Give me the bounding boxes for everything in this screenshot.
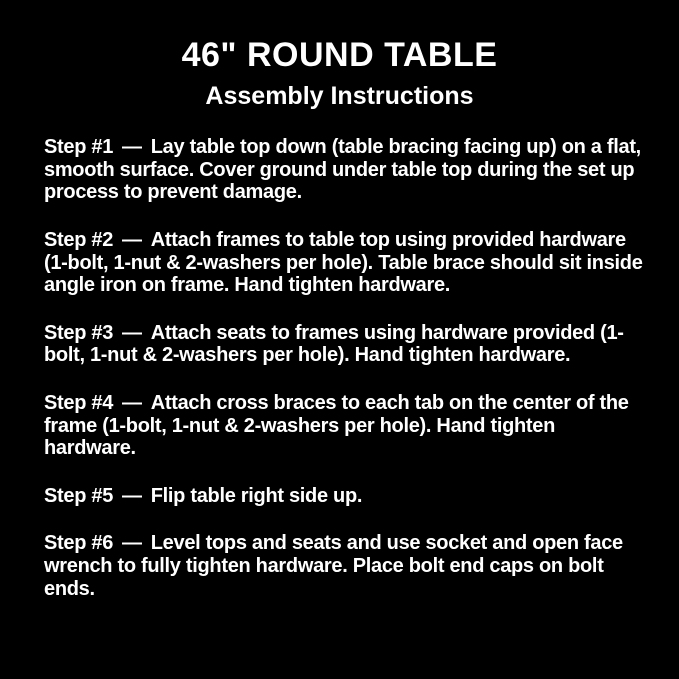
step-dash: — [122,136,142,159]
step-dash: — [122,228,142,251]
step-item-6 [44,532,643,600]
step-text: Attach frames to table top using provided hardware (1-bolt, 1-nut & 2-washers per hole). Table brace should sit inside angle iron on frame. Hand tighten hardware. [44,228,643,297]
steps-list [0,110,679,600]
step-text: Flip table right side up. [150,484,363,507]
step-dash: — [122,321,142,344]
step-item-1 [44,136,643,204]
step-item-5 [44,485,643,508]
step-item-4 [44,392,643,460]
step-dash: — [122,391,142,414]
step-item-2 [44,229,643,297]
step-text: Attach cross braces to each tab on the center of the frame (1-bolt, 1-nut & 2-washers per hole). Hand tighten hardware. [44,391,629,460]
page-title: 46" ROUND TABLE [181,36,498,74]
poster-header [0,0,679,110]
step-label: Step #4 [44,391,114,414]
page-subtitle: Assembly Instructions [205,81,474,110]
step-label: Step #2 [44,228,114,251]
step-dash: — [122,532,142,555]
step-dash: — [122,484,142,507]
step-label: Step #1 [44,136,114,159]
step-label: Step #3 [44,321,114,344]
step-text: Lay table top down (table bracing facing up) on a flat, smooth surface. Cover ground under table top during the set up process to prevent damage. [44,136,641,204]
step-item-3 [44,322,643,367]
step-text: Level tops and seats and use socket and open face wrench to fully tighten hardware. Place bolt end caps on bolt ends. [44,532,623,600]
step-text: Attach seats to frames using hardware provided (1-bolt, 1-nut & 2-washers per hole). Hand tighten hardware. [44,321,624,367]
step-label: Step #6 [44,532,114,555]
step-label: Step #5 [44,484,114,507]
